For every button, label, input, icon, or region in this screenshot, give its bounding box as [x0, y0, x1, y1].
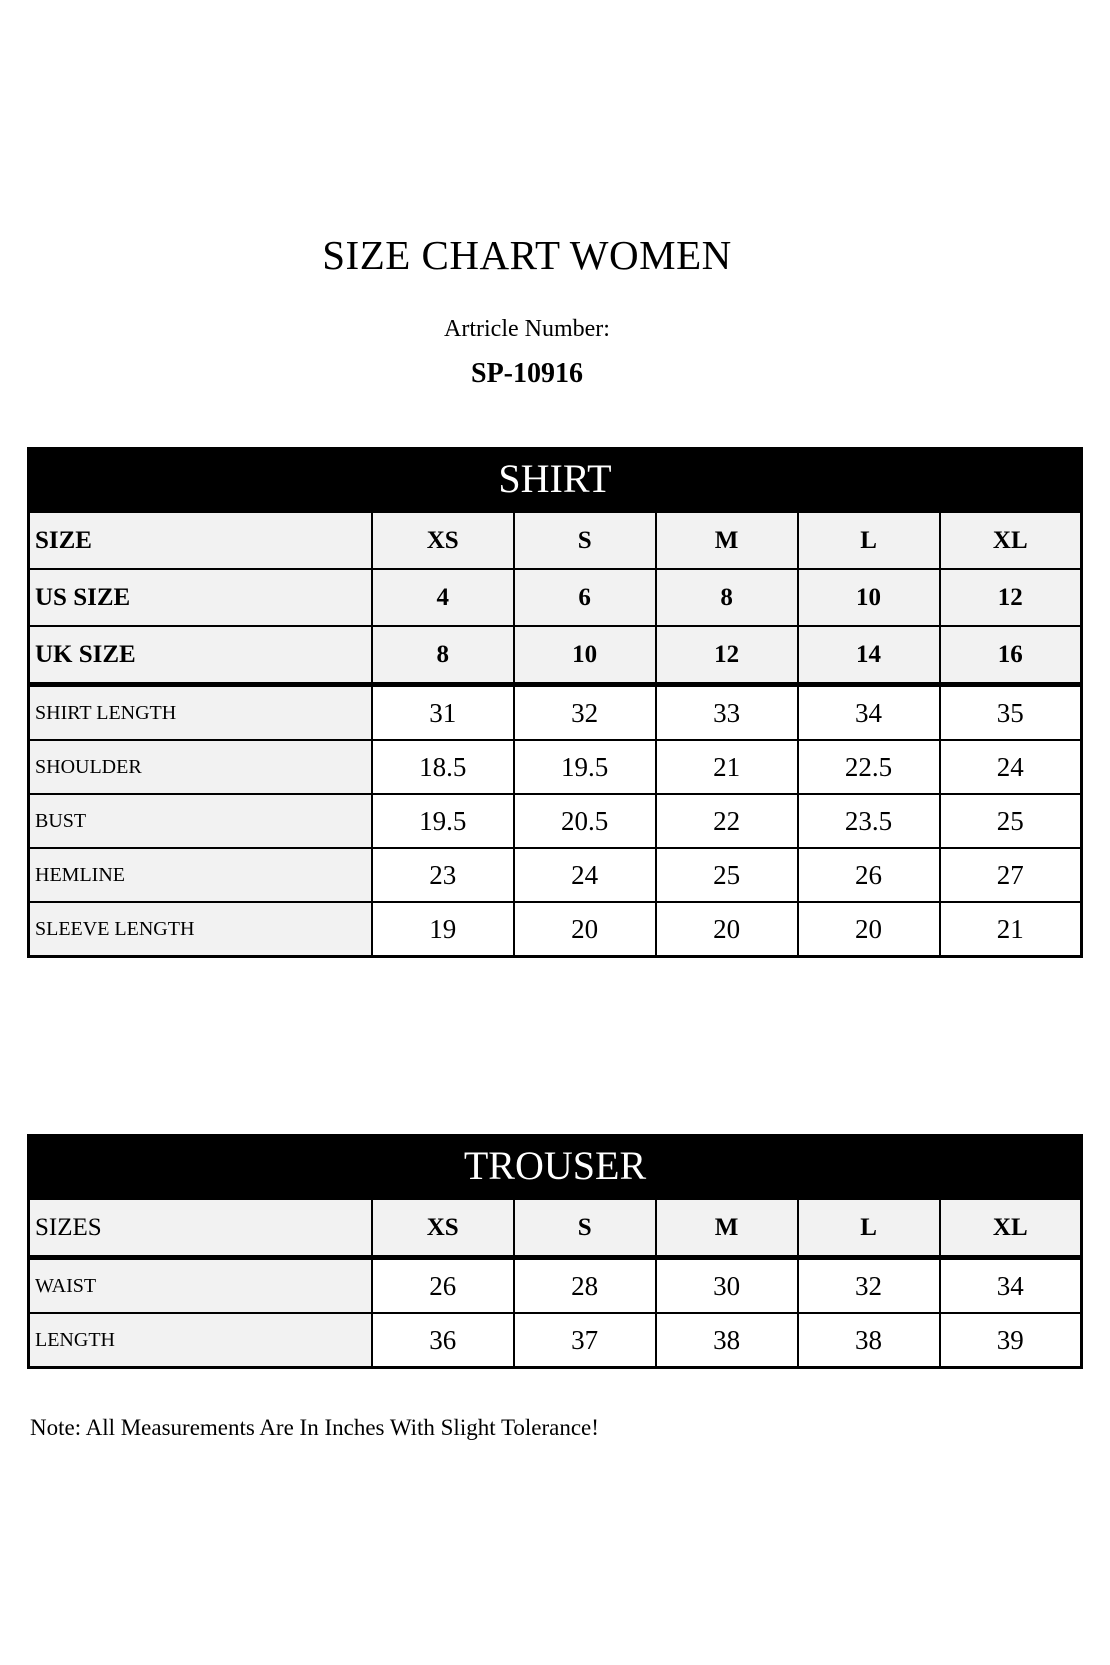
row-label: US SIZE: [29, 569, 372, 626]
cell-value: 12: [656, 626, 798, 685]
cell-value: 23.5: [798, 794, 940, 848]
row-label: SIZES: [29, 1199, 372, 1258]
cell-value: 18.5: [372, 740, 514, 794]
cell-value: 32: [514, 685, 656, 741]
cell-value: 19.5: [514, 740, 656, 794]
trouser-table-title: TROUSER: [27, 1134, 1083, 1197]
trouser-size-table: [27, 1197, 1083, 1369]
cell-value: L: [798, 1199, 940, 1258]
cell-value: 38: [656, 1313, 798, 1368]
cell-value: 35: [940, 685, 1082, 741]
cell-value: 21: [940, 902, 1082, 957]
cell-value: XL: [940, 512, 1082, 570]
cell-value: 25: [940, 794, 1082, 848]
row-label: SLEEVE LENGTH: [29, 902, 372, 957]
row-label: SHOULDER: [29, 740, 372, 794]
table-row: [29, 569, 1082, 626]
cell-value: 27: [940, 848, 1082, 902]
table-row: [29, 1258, 1082, 1314]
row-label: LENGTH: [29, 1313, 372, 1368]
cell-value: XS: [372, 1199, 514, 1258]
table-row: [29, 685, 1082, 741]
tables-area: [27, 447, 1083, 1369]
cell-value: 8: [372, 626, 514, 685]
cell-value: 12: [940, 569, 1082, 626]
row-label: BUST: [29, 794, 372, 848]
table-row: [29, 1313, 1082, 1368]
shirt-size-table: [27, 510, 1083, 958]
cell-value: S: [514, 1199, 656, 1258]
measurement-note: Note: All Measurements Are In Inches With Slight Tolerance!: [30, 1415, 599, 1440]
cell-value: 6: [514, 569, 656, 626]
cell-value: 22.5: [798, 740, 940, 794]
cell-value: S: [514, 512, 656, 570]
row-label: HEMLINE: [29, 848, 372, 902]
page-title: SIZE CHART WOMEN: [322, 232, 732, 278]
table-row: [29, 848, 1082, 902]
cell-value: M: [656, 512, 798, 570]
cell-value: 39: [940, 1313, 1082, 1368]
page-header: [27, 0, 1027, 390]
row-label: SHIRT LENGTH: [29, 685, 372, 741]
cell-value: 34: [798, 685, 940, 741]
cell-value: 31: [372, 685, 514, 741]
cell-value: L: [798, 512, 940, 570]
cell-value: 23: [372, 848, 514, 902]
row-label: UK SIZE: [29, 626, 372, 685]
cell-value: 20.5: [514, 794, 656, 848]
cell-value: XL: [940, 1199, 1082, 1258]
cell-value: 26: [798, 848, 940, 902]
cell-value: 28: [514, 1258, 656, 1314]
cell-value: 33: [656, 685, 798, 741]
row-label: SIZE: [29, 512, 372, 570]
table-row: [29, 794, 1082, 848]
cell-value: 36: [372, 1313, 514, 1368]
cell-value: 30: [656, 1258, 798, 1314]
row-label: WAIST: [29, 1258, 372, 1314]
trouser-section: [27, 1134, 1083, 1369]
table-row: [29, 902, 1082, 957]
cell-value: 20: [798, 902, 940, 957]
cell-value: 38: [798, 1313, 940, 1368]
shirt-section: [27, 447, 1083, 958]
cell-value: 22: [656, 794, 798, 848]
cell-value: 37: [514, 1313, 656, 1368]
cell-value: M: [656, 1199, 798, 1258]
cell-value: 19: [372, 902, 514, 957]
cell-value: 25: [656, 848, 798, 902]
cell-value: 26: [372, 1258, 514, 1314]
cell-value: 32: [798, 1258, 940, 1314]
table-row: [29, 740, 1082, 794]
cell-value: 16: [940, 626, 1082, 685]
cell-value: XS: [372, 512, 514, 570]
cell-value: 8: [656, 569, 798, 626]
cell-value: 4: [372, 569, 514, 626]
table-row: [29, 512, 1082, 570]
cell-value: 20: [514, 902, 656, 957]
cell-value: 19.5: [372, 794, 514, 848]
cell-value: 10: [514, 626, 656, 685]
cell-value: 24: [514, 848, 656, 902]
article-number-label: Artricle Number:: [444, 316, 610, 342]
table-row: [29, 626, 1082, 685]
article-number-value: SP-10916: [471, 358, 583, 389]
table-row: [29, 1199, 1082, 1258]
cell-value: 10: [798, 569, 940, 626]
cell-value: 21: [656, 740, 798, 794]
cell-value: 20: [656, 902, 798, 957]
cell-value: 24: [940, 740, 1082, 794]
cell-value: 14: [798, 626, 940, 685]
cell-value: 34: [940, 1258, 1082, 1314]
shirt-table-title: SHIRT: [27, 447, 1083, 510]
